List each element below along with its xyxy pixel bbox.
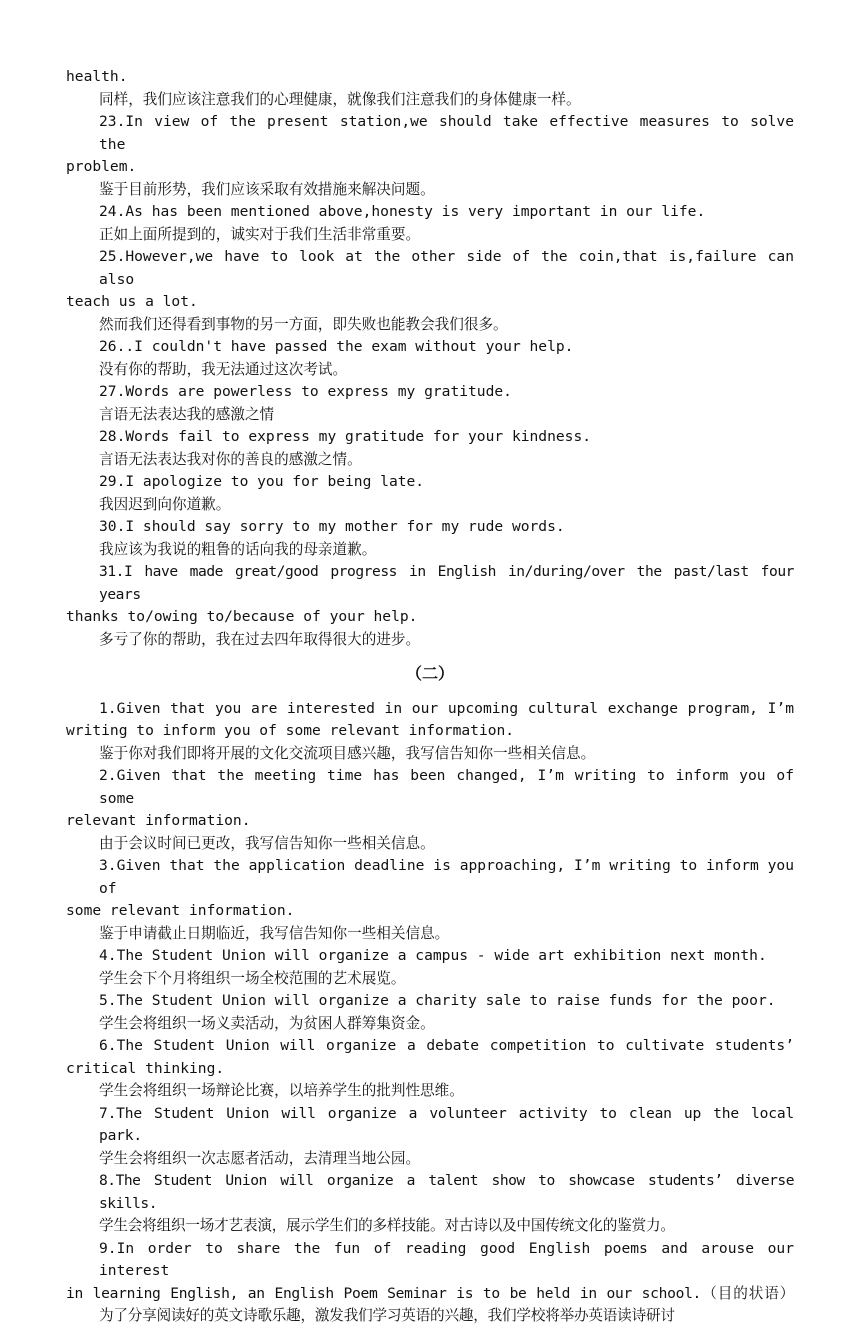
text-line: thanks to/owing to/because of your help. [66, 608, 418, 625]
text-line: 30.I should say sorry to my mother for my rude words. [99, 518, 565, 535]
text-line: 鉴于申请截止日期临近，我写信告知你一些相关信息。 [99, 924, 450, 942]
text-line: problem. [66, 158, 137, 175]
text-line: 同样，我们应该注意我们的心理健康，就像我们注意我们的身体健康一样。 [99, 90, 581, 108]
text-line: 我应该为我说的粗鲁的话向我的母亲道歉。 [99, 540, 377, 558]
document-body [66, 66, 794, 1328]
text-line: 27.Words are powerless to express my gratitude. [99, 383, 512, 400]
text-line: 9.In order to share the fun of reading good English poems and arouse our interest [99, 1239, 794, 1279]
text-line: writing to inform you of some relevant information. [66, 722, 515, 739]
text-line: 6.The Student Union will organize a debate competition to cultivate students’ [99, 1037, 794, 1054]
text-line: 25.However,we have to look at the other side of the coin,that is,failure can also [99, 248, 794, 288]
text-line: 5.The Student Union will organize a charity sale to raise funds for the poor. [99, 992, 776, 1009]
text-line: 29.I apologize to you for being late. [99, 473, 425, 490]
text-line: 3.Given that the application deadline is approaching, I’m writing to inform you of [99, 857, 794, 897]
text-line: 4.The Student Union will organize a campus - wide art exhibition next month. [99, 947, 767, 964]
section-heading: （二） [405, 664, 454, 683]
text-line: 1.Given that you are interested in our upcoming cultural exchange program, I’m [99, 699, 794, 717]
text-line: some relevant information. [66, 902, 295, 919]
text-line: 31.I have made great/good progress in English in/during/over the past/last four years [99, 563, 794, 603]
text-line: 8.The Student Union will organize a talent show to showcase students’ diverse skills. [99, 1172, 794, 1212]
text-line: 24.As has been mentioned above,honesty is very important in our life. [99, 203, 706, 220]
text-line: 学生会将组织一场义卖活动，为贫困人群筹集资金。 [99, 1014, 435, 1032]
text-line: 学生会将组织一场辩论比赛，以培养学生的批判性思维。 [99, 1082, 464, 1099]
text-line: 23.In view of the present station,we should take effective measures to solve the [99, 113, 794, 153]
text-line: 言语无法表达我的感激之情 [99, 405, 275, 423]
text-line: 鉴于目前形势，我们应该采取有效措施来解决问题。 [99, 180, 435, 198]
text-line: 没有你的帮助，我无法通过这次考试。 [99, 360, 348, 378]
text-line: 2.Given that the meeting time has been changed, I’m writing to inform you of some [99, 767, 794, 807]
text-line: 我因迟到向你道歉。 [99, 495, 231, 513]
text-line: 学生会将组织一场才艺表演，展示学生们的多样技能。对古诗以及中国传统文化的鉴赏力。 [99, 1217, 675, 1234]
text-line: critical thinking. [66, 1059, 225, 1077]
text-line: in learning English, an English Poem Seminar is to be held in our school.（目的状语） [66, 1284, 794, 1302]
text-line: 正如上面所提到的，诚实对于我们生活非常重要。 [99, 225, 421, 243]
text-line: 学生会下个月将组织一场全校范围的艺术展览。 [99, 969, 406, 987]
text-line: 26..I couldn't have passed the exam without your help. [99, 338, 574, 355]
text-line: 由于会议时间已更改，我写信告知你一些相关信息。 [99, 834, 435, 852]
text-line: 鉴于你对我们即将开展的文化交流项目感兴趣，我写信告知你一些相关信息。 [99, 744, 596, 762]
text-line: 然而我们还得看到事物的另一方面，即失败也能教会我们很多。 [99, 315, 508, 333]
text-line: 7.The Student Union will organize a volunteer activity to clean up the local park. [99, 1104, 794, 1144]
text-line: teach us a lot. [66, 293, 198, 310]
text-line: 28.Words fail to express my gratitude for your kindness. [99, 428, 592, 445]
text-line: 多亏了你的帮助，我在过去四年取得很大的进步。 [99, 630, 421, 648]
text-line: 为了分享阅读好的英文诗歌乐趣，激发我们学习英语的兴趣，我们学校将举办英语读诗研讨 [99, 1307, 675, 1324]
text-line: 学生会将组织一次志愿者活动，去清理当地公园。 [99, 1149, 421, 1167]
text-line: health. [66, 68, 128, 85]
text-line: relevant information. [66, 812, 251, 829]
text-line: 言语无法表达我对你的善良的感激之情。 [99, 450, 362, 468]
